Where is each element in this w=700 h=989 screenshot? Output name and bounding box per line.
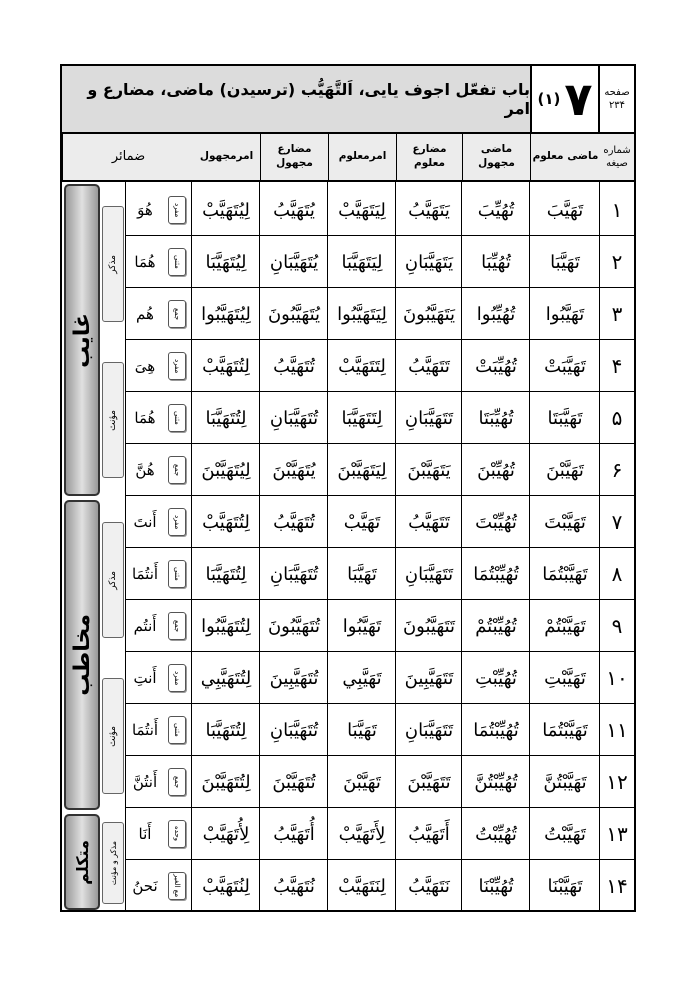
number-tag: مفرد <box>168 508 186 536</box>
cell-madi-maloom: تَهَیَّبَ <box>546 199 584 221</box>
cell-mudari-maloom: تَتَهَیَّبُونَ <box>402 615 456 637</box>
pronoun-cell <box>126 600 192 652</box>
number-tag: مثنی <box>168 560 186 588</box>
table-row <box>192 860 634 912</box>
cell-amr-majhool: لِیُتَهَیَّبُوا <box>201 303 251 325</box>
pronoun-word: هُمَا <box>134 409 156 427</box>
gender-masc-mukhatab: مذکر <box>102 522 124 638</box>
cell-amr-majhool: لِتُتَهَیَّبُوا <box>201 615 251 637</box>
cell-madi-maloom: تَهَیَّبَتَا <box>547 407 583 429</box>
cell-amr-majhool: لِتُتَهَیَّبَا <box>205 563 247 585</box>
cell-madi-majhool: تُهُیِّبْتُمْ <box>475 615 517 637</box>
cell-madi-majhool: تُهُیِّبْتُنَّ <box>474 771 518 793</box>
cell-madi-majhool: تُهُیِّبْتُ <box>475 823 517 845</box>
cell-amr-maloom: لِیَتَهَیَّبُوا <box>337 303 387 325</box>
cell-mudari-majhool: تُتَهَیَّبُ <box>273 355 315 377</box>
cell-amr-maloom: لِتَتَهَیَّبَا <box>341 407 383 429</box>
number-tag: مع الغیر <box>168 872 186 900</box>
cell-madi-maloom: تَهَیَّبْنَا <box>547 875 583 897</box>
pronoun-cell <box>126 808 192 860</box>
cell-amr-maloom: تَهَیَّبَا <box>347 719 377 741</box>
table-row <box>192 808 634 860</box>
cell-amr-maloom: لِیَتَهَیَّبَا <box>341 251 383 273</box>
cell-mudari-majhool: تُتَهَیَّبَانِ <box>269 719 319 741</box>
row-number: ۱۳ <box>606 822 628 846</box>
pronoun-word: أَنتِ <box>133 669 157 687</box>
number-tag: جمع <box>168 300 186 328</box>
cell-amr-majhool: لِأُتَهَیَّبْ <box>202 823 250 845</box>
cell-mudari-majhool: نُتَهَیَّبُ <box>273 875 315 897</box>
row-number: ۱۲ <box>606 770 628 794</box>
column-header-mudari-maloom: مضارع معلوم <box>396 134 462 182</box>
cell-mudari-maloom: أَتَهَیَّبُ <box>408 823 450 845</box>
cell-mudari-maloom: یَتَهَیَّبَانِ <box>404 251 454 273</box>
pronoun-cell <box>126 496 192 548</box>
cell-mudari-maloom: نَتَهَیَّبُ <box>408 875 450 897</box>
table-row <box>192 444 634 496</box>
cell-madi-majhool: تُهُیِّبْنَا <box>478 875 514 897</box>
gender-masc-ghaib: مذکر <box>102 206 124 322</box>
lesson-marker <box>530 66 600 132</box>
column-header-pronouns: ضمائر <box>62 134 194 182</box>
cell-amr-majhool: لِنُتَهَیَّبْ <box>202 875 250 897</box>
pronoun-cell <box>126 184 192 236</box>
number-tag: مثنی <box>168 248 186 276</box>
row-number: ۳ <box>611 302 623 326</box>
cell-madi-majhool: تُهُیِّبْنَ <box>477 459 515 481</box>
pronoun-cell <box>126 392 192 444</box>
table-row <box>192 496 634 548</box>
cell-mudari-majhool: تُتَهَیَّبِینَ <box>269 667 319 689</box>
number-tag: مفرد <box>168 196 186 224</box>
cell-amr-majhool: لِیُتَهَیَّبَا <box>205 251 247 273</box>
pronoun-word: أَنتُمَا <box>131 721 159 739</box>
page-number-box <box>600 66 634 132</box>
lesson-subnumber: (۱) <box>537 90 561 108</box>
row-number: ۷ <box>611 510 623 534</box>
group-panel-mukhatab: مخاطب <box>64 500 100 810</box>
cell-madi-maloom: تَهَیَّبْتُنَّ <box>543 771 587 793</box>
table-row <box>192 340 634 392</box>
table-row <box>192 600 634 652</box>
cell-madi-majhool: تُهُیِّبُوا <box>476 303 516 325</box>
pronoun-cell <box>126 756 192 808</box>
cell-amr-majhool: لِیُتَهَیَّبْ <box>202 199 250 221</box>
cell-mudari-maloom: تَتَهَیَّبْنَ <box>407 771 451 793</box>
pronoun-cell <box>126 652 192 704</box>
table-row <box>192 652 634 704</box>
row-number: ۸ <box>611 562 623 586</box>
pronoun-cell <box>126 860 192 912</box>
row-number: ۱۱ <box>606 718 628 742</box>
row-number: ۵ <box>611 406 623 430</box>
cell-madi-maloom: تَهَیَّبْتُمَا <box>542 563 588 585</box>
table-row <box>192 184 634 236</box>
cell-amr-maloom: تَهَیَّبِي <box>342 667 382 689</box>
row-number: ۱۰ <box>606 666 628 690</box>
cell-mudari-majhool: تُتَهَیَّبَانِ <box>269 407 319 429</box>
cell-madi-majhool: تُهُیِّبَ <box>477 199 515 221</box>
cell-mudari-maloom: تَتَهَیَّبُ <box>408 355 450 377</box>
cell-mudari-majhool: یُتَهَیَّبُ <box>273 199 315 221</box>
number-tag: مفرد <box>168 352 186 380</box>
cell-amr-maloom: لِیَتَهَیَّبْ <box>338 199 386 221</box>
row-number: ۴ <box>611 354 623 378</box>
page-number: ۲۳۴ <box>608 100 626 111</box>
gender-fem-ghaib: مؤنث <box>102 362 124 478</box>
cell-amr-majhool: لِیُتَهَیَّبْنَ <box>201 459 251 481</box>
column-header-madi-maloom: ماضی معلوم <box>530 134 600 182</box>
table-row <box>192 236 634 288</box>
cell-madi-maloom: تَهَیَّبْتُ <box>544 823 586 845</box>
row-number: ۹ <box>611 614 623 638</box>
table-row <box>192 756 634 808</box>
cell-mudari-majhool: تُتَهَیَّبَانِ <box>269 563 319 585</box>
group-panel-mutakallim: متکلم <box>64 814 100 910</box>
cell-madi-maloom: تَهَیَّبَتْ <box>544 355 586 377</box>
cell-mudari-maloom: تَتَهَیَّبَانِ <box>404 719 454 741</box>
cell-amr-maloom: لِأَتَهَیَّبْ <box>338 823 386 845</box>
number-tag: مفرد <box>168 664 186 692</box>
cell-madi-maloom: تَهَیَّبْتَ <box>544 511 586 533</box>
cell-madi-maloom: تَهَیَّبَا <box>550 251 580 273</box>
cell-mudari-maloom: یَتَهَیَّبُ <box>408 199 450 221</box>
column-header-mudari-majhool: مضارع مجهول <box>260 134 328 182</box>
table-row <box>192 288 634 340</box>
cell-amr-majhool: لِتُتَهَیَّبَا <box>205 719 247 741</box>
row-number: ۶ <box>611 458 623 482</box>
gender-common-mutakallim: مذکر و مؤنث <box>102 822 124 904</box>
page-title: باب تفعّل اجوف یایی، اَلتَّهَیُّب (ترسیدن) ماضی، مضارع و امر <box>87 80 530 118</box>
conjugation-table <box>60 64 636 912</box>
cell-amr-maloom: تَهَیَّبْ <box>343 511 381 533</box>
cell-mudari-majhool: یُتَهَیَّبْنَ <box>272 459 316 481</box>
cell-amr-maloom: تَهَیَّبْنَ <box>343 771 381 793</box>
pronoun-word: هُم <box>136 305 154 323</box>
pronoun-cell <box>126 444 192 496</box>
cell-mudari-majhool: تُتَهَیَّبُونَ <box>267 615 321 637</box>
pronoun-word: نَحنُ <box>132 877 158 895</box>
pronoun-cell <box>126 288 192 340</box>
cell-amr-maloom: تَهَیَّبُوا <box>342 615 382 637</box>
cell-madi-maloom: تَهَیَّبْتِ <box>544 667 586 689</box>
cell-mudari-majhool: تُتَهَیَّبْنَ <box>272 771 316 793</box>
page-label: صفحه <box>604 86 630 98</box>
cell-amr-majhool: لِتُتَهَیَّبَا <box>205 407 247 429</box>
cell-mudari-maloom: تَتَهَیَّبَانِ <box>404 563 454 585</box>
pronoun-word: هُمَا <box>134 253 156 271</box>
pronoun-word: أَنتُمَا <box>131 565 159 583</box>
row-number: ۲ <box>611 250 623 274</box>
number-tag: وحده <box>168 820 186 848</box>
cell-madi-majhool: تُهُیِّبْتُمَا <box>473 563 519 585</box>
pronoun-cell <box>126 548 192 600</box>
cell-madi-majhool: تُهُیِّبَتْ <box>475 355 517 377</box>
pronoun-word: أَنتَ <box>133 513 157 531</box>
pronoun-word: هِیَ <box>134 357 156 375</box>
cell-amr-maloom: لِنَتَهَیَّبْ <box>338 875 386 897</box>
pronoun-cell <box>126 704 192 756</box>
cell-madi-majhool: تُهُیِّبَتَا <box>478 407 514 429</box>
number-tag: جمع <box>168 612 186 640</box>
cell-madi-majhool: تُهُیِّبْتُمَا <box>473 719 519 741</box>
cell-amr-maloom: تَهَیَّبَا <box>347 563 377 585</box>
group-panel-ghaib: غایب <box>64 184 100 496</box>
cell-mudari-maloom: یَتَهَیَّبْنَ <box>407 459 451 481</box>
cell-amr-maloom: لِیَتَهَیَّبْنَ <box>337 459 387 481</box>
number-tag: مثنی <box>168 716 186 744</box>
pronoun-word: أَنَا <box>138 825 152 843</box>
cell-madi-majhool: تُهُیِّبْتَ <box>475 511 517 533</box>
number-tag: جمع <box>168 768 186 796</box>
cell-madi-maloom: تَهَیَّبْنَ <box>546 459 584 481</box>
pronoun-word: أَنتُنَّ <box>132 773 158 791</box>
pronoun-cell <box>126 340 192 392</box>
table-header <box>62 66 634 134</box>
gender-fem-mukhatab: مؤنث <box>102 678 124 794</box>
column-header-num: شماره صیغه <box>600 134 634 182</box>
table-row <box>192 392 634 444</box>
column-header-amr-maloom: امرمعلوم <box>328 134 396 182</box>
cell-madi-majhool: تُهُیِّبَا <box>481 251 511 273</box>
table-row <box>192 548 634 600</box>
pronoun-cell <box>126 236 192 288</box>
cell-mudari-majhool: یُتَهَیَّبَانِ <box>269 251 319 273</box>
row-number: ۱۴ <box>606 874 628 898</box>
cell-madi-majhool: تُهُیِّبْتِ <box>475 667 517 689</box>
cell-madi-maloom: تَهَیَّبُوا <box>545 303 585 325</box>
pronoun-word: هُوَ <box>137 201 153 219</box>
cell-mudari-maloom: تَتَهَیَّبُ <box>408 511 450 533</box>
row-number: ۱ <box>611 198 623 222</box>
pronoun-word: هُنَّ <box>135 461 155 479</box>
lesson-number: ۷ <box>564 72 593 126</box>
cell-madi-maloom: تَهَیَّبْتُمْ <box>544 615 586 637</box>
cell-amr-maloom: لِتَتَهَیَّبْ <box>338 355 386 377</box>
cell-mudari-majhool: أُتَهَیَّبُ <box>273 823 315 845</box>
column-header-madi-majhool: ماضی مجهول <box>462 134 530 182</box>
cell-mudari-maloom: یَتَهَیَّبُونَ <box>402 303 456 325</box>
cell-amr-majhool: لِتُتَهَیَّبْنَ <box>201 771 251 793</box>
table-row <box>192 704 634 756</box>
cell-madi-maloom: تَهَیَّبْتُمَا <box>542 719 588 741</box>
cell-amr-majhool: لِتُتَهَیَّبِي <box>200 667 252 689</box>
cell-mudari-maloom: تَتَهَیَّبِینَ <box>404 667 454 689</box>
column-header-amr-majhool: امرمجهول <box>192 134 260 182</box>
pronoun-word: أَنتُم <box>133 617 157 635</box>
cell-mudari-maloom: تَتَهَیَّبَانِ <box>404 407 454 429</box>
number-tag: جمع <box>168 456 186 484</box>
cell-amr-majhool: لِتُتَهَیَّبْ <box>202 355 250 377</box>
cell-mudari-majhool: تُتَهَیَّبُ <box>273 511 315 533</box>
number-tag: مثنی <box>168 404 186 432</box>
cell-mudari-majhool: یُتَهَیَّبُونَ <box>267 303 321 325</box>
cell-amr-majhool: لِتُتَهَیَّبْ <box>202 511 250 533</box>
